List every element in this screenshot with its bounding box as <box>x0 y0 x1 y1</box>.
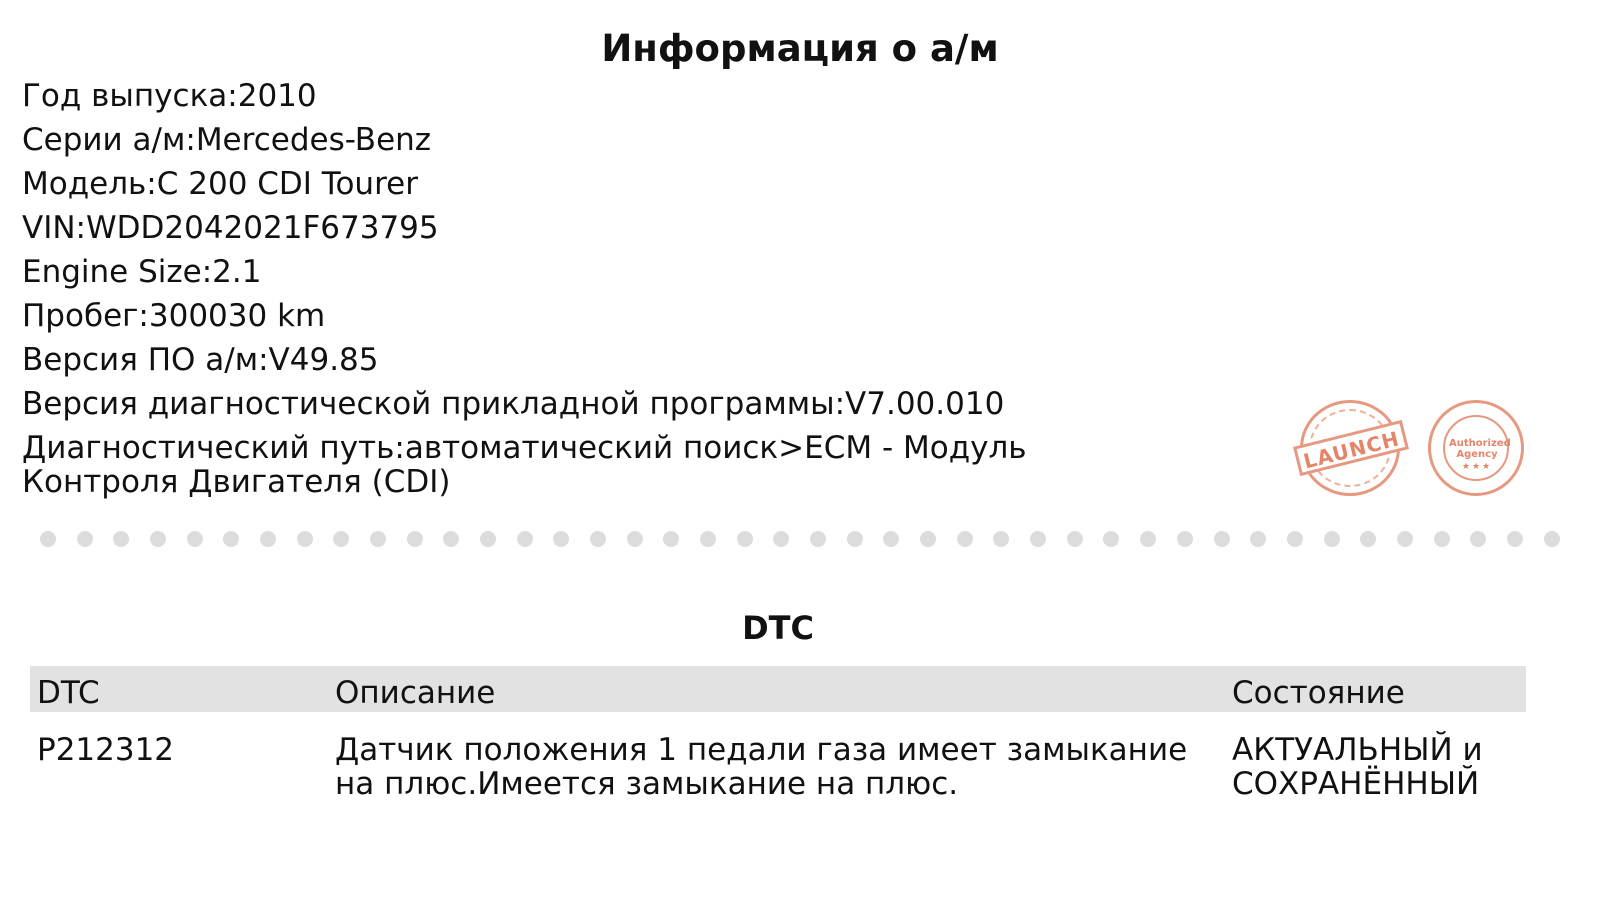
divider-dot <box>627 531 643 547</box>
table-row <box>30 712 1526 822</box>
page-title: Информация о а/м <box>601 27 999 70</box>
divider-dot <box>1324 531 1340 547</box>
divider-dot <box>113 531 129 547</box>
divider-dot <box>847 531 863 547</box>
divider-dot <box>1507 531 1523 547</box>
divider-dot <box>333 531 349 547</box>
divider-dot <box>1544 531 1560 547</box>
divider-dot <box>40 531 56 547</box>
divider-dot <box>663 531 679 547</box>
divider-dot <box>920 531 936 547</box>
launch-stamp-icon <box>1300 400 1400 496</box>
divider-dot <box>773 531 789 547</box>
divider-dot <box>1360 531 1376 547</box>
info-series: Серии а/м:Mercedes-Benz <box>22 122 432 158</box>
divider-dot <box>187 531 203 547</box>
divider-dot <box>1287 531 1303 547</box>
launch-stamp-label: LAUNCH <box>1293 420 1409 476</box>
info-vin: VIN:WDD2042021F673795 <box>22 210 439 246</box>
info-engine-size: Engine Size:2.1 <box>22 254 262 290</box>
divider-dot <box>297 531 313 547</box>
divider-dot <box>480 531 496 547</box>
divider-dot <box>1177 531 1193 547</box>
divider-dot <box>77 531 93 547</box>
divider-dot <box>260 531 276 547</box>
info-model: Модель:C 200 CDI Tourer <box>22 166 418 202</box>
agency-stamp-stars: ★★★ <box>1461 462 1493 472</box>
divider-dot <box>1470 531 1486 547</box>
info-mileage: Пробег:300030 km <box>22 298 326 334</box>
divider-dot <box>1103 531 1119 547</box>
dtc-table-header <box>30 666 1526 712</box>
dtc-code: P212312 <box>37 732 175 768</box>
divider-dot <box>553 531 569 547</box>
info-diagnostic-path: Диагностический путь:автоматический поиск>ECM - Модуль Контроля Двигателя (CDI) <box>22 430 1027 500</box>
divider-dot <box>590 531 606 547</box>
column-header-dtc: DTC <box>37 675 100 711</box>
info-year: Год выпуска:2010 <box>22 78 317 114</box>
agency-stamp-label: Authorized Agency <box>1449 438 1511 460</box>
divider-dot <box>407 531 423 547</box>
divider-dot <box>993 531 1009 547</box>
authorized-agency-stamp-icon <box>1428 400 1524 496</box>
divider-dot <box>370 531 386 547</box>
divider-dot <box>1140 531 1156 547</box>
divider-dot <box>883 531 899 547</box>
divider-dot <box>517 531 533 547</box>
divider-dot <box>1067 531 1083 547</box>
divider-dot <box>223 531 239 547</box>
vehicle-info-list <box>22 74 1252 499</box>
divider-dot <box>443 531 459 547</box>
dtc-table <box>30 666 1526 822</box>
dtc-state: АКТУАЛЬНЫЙ и СОХРАНЁННЫЙ <box>1232 732 1483 802</box>
dotted-divider <box>40 530 1560 548</box>
column-header-state: Состояние <box>1232 675 1405 711</box>
dtc-description: Датчик положения 1 педали газа имеет замыкание на плюс.Имеется замыкание на плюс. <box>335 732 1188 802</box>
info-app-version: Версия диагностической прикладной программы:V7.00.010 <box>22 386 1005 422</box>
info-software-version: Версия ПО а/м:V49.85 <box>22 342 379 378</box>
divider-dot <box>1250 531 1266 547</box>
divider-dot <box>810 531 826 547</box>
column-header-description: Описание <box>335 675 496 711</box>
divider-dot <box>1214 531 1230 547</box>
divider-dot <box>1434 531 1450 547</box>
divider-dot <box>957 531 973 547</box>
divider-dot <box>1030 531 1046 547</box>
divider-dot <box>700 531 716 547</box>
divider-dot <box>737 531 753 547</box>
dtc-section-title: DTC <box>742 609 814 647</box>
divider-dot <box>150 531 166 547</box>
divider-dot <box>1397 531 1413 547</box>
